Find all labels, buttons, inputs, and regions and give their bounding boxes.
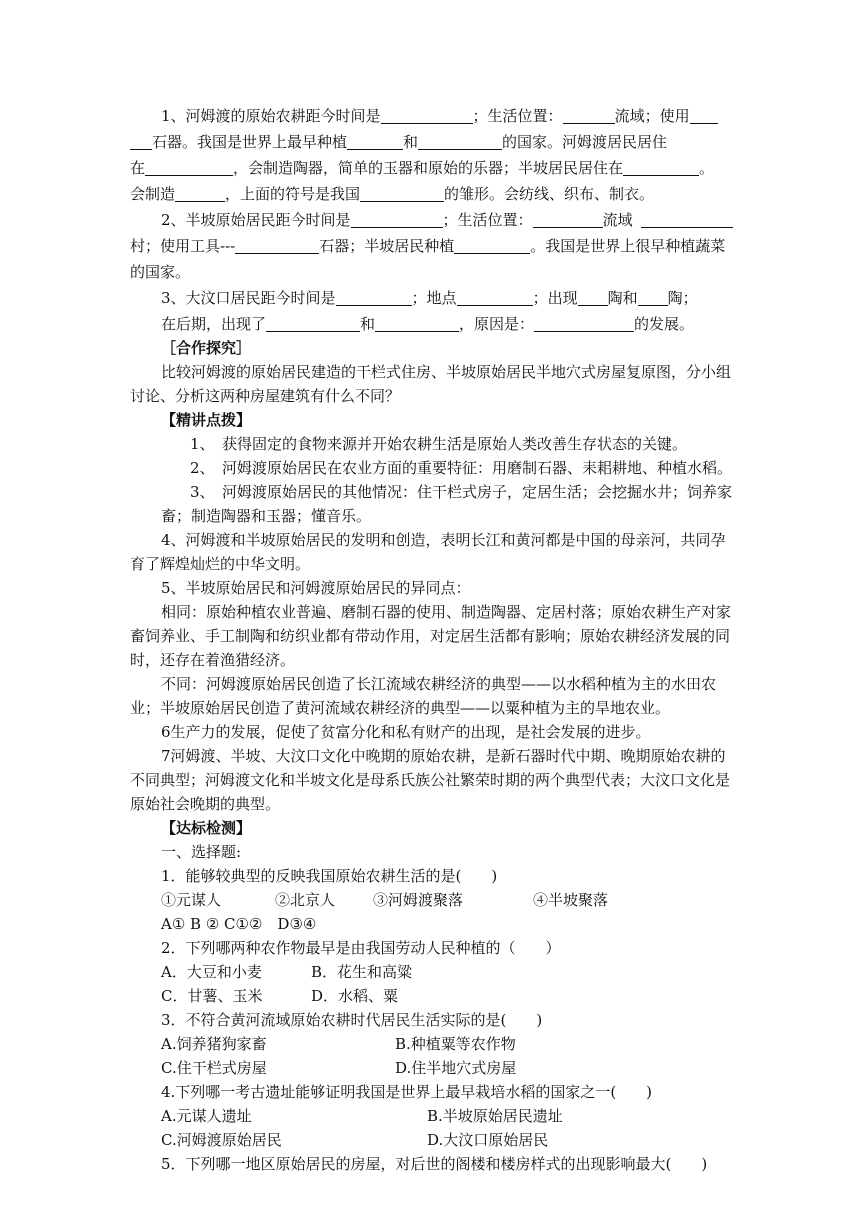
text: 石器。我国是世界上最早种植 (152, 133, 348, 151)
answer-blank[interactable] (347, 133, 403, 150)
option[interactable]: D.住半地穴式房屋 (395, 1059, 517, 1077)
answer-blank[interactable] (638, 289, 668, 306)
text: ；生活位置： (442, 211, 533, 229)
option[interactable]: B.种植粟等农作物 (395, 1035, 516, 1053)
answer-blank[interactable] (563, 107, 615, 124)
answer-blank[interactable] (641, 211, 733, 228)
question-5: 5．下列哪一地区原始居民的房屋，对后世的阁楼和楼房样式的出现影响最大( ) (161, 1155, 708, 1173)
text: 流域；使用 (614, 107, 690, 125)
question-4: 4.下列哪一考古遗址能够证明我国是世界上最早栽培水稻的国家之一( ) (161, 1083, 653, 1101)
text: 会制造 (130, 185, 176, 203)
option[interactable]: A．大豆和小麦 (161, 963, 262, 981)
text: 的雏形。会纺线、织布、制衣。 (444, 185, 655, 203)
test-heading: 【达标检测】 (161, 819, 252, 837)
text: ，原因是： (459, 315, 535, 333)
fill-line-8 (161, 286, 698, 310)
text: ；地点 (411, 289, 457, 307)
explain-item: 6生产力的发展，促使了贫富分化和私有财产的出现，是社会发展的进步。 (161, 723, 651, 741)
paragraph: 讨论、分析这两种房屋建筑有什么不同？ (130, 387, 401, 405)
text: ；生活位置： (472, 107, 563, 125)
text: ，会制造陶器，简单的玉器和原始的乐器；半坡居民居住在 (233, 159, 624, 177)
fill-line-3 (130, 156, 714, 180)
text: 和 (403, 133, 419, 151)
paragraph: 比较河姆渡的原始居民建造的干栏式住房、半坡原始居民半地穴式房屋复原图，分小组 (161, 363, 732, 381)
explain-same: 畜饲养业、手工制陶和纺织业都有带动作用，对定居生活都有影响；原始农耕经济发展的同 (130, 627, 731, 645)
answer-blank[interactable] (578, 289, 608, 306)
option[interactable]: ③河姆渡聚落 (373, 891, 464, 909)
text: ；出现 (532, 289, 578, 307)
text: 流域 (602, 211, 633, 229)
answer-choices[interactable]: A① B ② C①② D③④ (161, 915, 317, 933)
text: 村；使用工具--- (130, 237, 236, 255)
explain-heading: 【精讲点拨】 (161, 411, 252, 429)
option[interactable]: A.元谋人遗址 (161, 1107, 252, 1125)
fill-line-2 (130, 130, 667, 154)
text: 的发展。 (634, 315, 695, 333)
text: 石器；半坡居民种植 (319, 237, 455, 255)
option[interactable]: ②北京人 (275, 891, 336, 909)
fill-line-7: 的国家。 (130, 263, 191, 281)
option[interactable]: A.饲养猪狗家畜 (161, 1035, 267, 1053)
question-3: 3．不符合黄河流域原始农耕时代居民生活实际的是( ) (161, 1011, 543, 1029)
answer-blank[interactable] (533, 211, 603, 228)
answer-blank[interactable] (360, 185, 444, 202)
explain-item: 5、半坡原始居民和河姆渡原始居民的异同点： (161, 579, 471, 597)
fill-line-9 (161, 312, 694, 336)
answer-blank[interactable] (375, 315, 459, 332)
explain-item-cont: 畜；制造陶器和玉器；懂音乐。 (161, 507, 372, 525)
explain-item-cont: 原始社会晚期的典型。 (130, 795, 281, 813)
text: 陶和 (607, 289, 638, 307)
test-subheading: 一、选择题: (161, 843, 242, 861)
text: 。 (699, 159, 715, 177)
option[interactable]: D．水稻、粟 (311, 987, 399, 1005)
text: 在后期，出现了 (161, 315, 267, 333)
answer-blank[interactable] (690, 107, 718, 124)
option[interactable]: C.住干栏式房屋 (161, 1059, 267, 1077)
answer-blank[interactable] (266, 315, 360, 332)
text: ，上面的符号是我国 (225, 185, 361, 203)
fill-line-5 (161, 208, 733, 232)
answer-blank[interactable] (235, 237, 319, 254)
option[interactable]: B．花生和高粱 (311, 963, 413, 981)
option[interactable]: ④半坡聚落 (533, 891, 609, 909)
explain-same: 相同：原始种植农业普遍、磨制石器的使用、制造陶器、定居村落；原始农耕生产对家 (161, 603, 732, 621)
fill-line-4 (130, 182, 654, 206)
answer-blank[interactable] (130, 133, 152, 150)
option[interactable]: D.大汶口原始居民 (427, 1131, 549, 1149)
option[interactable]: ①元谋人 (161, 891, 222, 909)
question-2: 2．下列哪两种农作物最早是由我国劳动人民种植的（ ） (161, 939, 561, 957)
answer-blank[interactable] (381, 107, 473, 124)
explain-item: 4、河姆渡和半坡原始居民的发明和创造，表明长江和黄河都是中国的母亲河，共同孕 (161, 531, 726, 549)
option[interactable]: B.半坡原始居民遗址 (427, 1107, 563, 1125)
text: 3、大汶口居民距今时间是 (161, 289, 336, 307)
text: 和 (360, 315, 376, 333)
answer-blank[interactable] (457, 289, 533, 306)
text: 1、河姆渡的原始农耕距今时间是 (161, 107, 381, 125)
text: 2、半坡原始居民距今时间是 (161, 211, 351, 229)
option[interactable]: C.河姆渡原始居民 (161, 1131, 282, 1149)
fill-line-6 (130, 234, 725, 258)
explain-item-cont: 育了辉煌灿烂的中华文明。 (130, 555, 311, 573)
explain-same: 时，还存在着渔猎经济。 (130, 651, 296, 669)
question-1: 1．能够较典型的反映我国原始农耕生活的是( ) (161, 867, 498, 885)
explain-item: 1、 获得固定的食物来源并开始农耕生活是原始人类改善生存状态的关键。 (190, 435, 688, 453)
answer-blank[interactable] (454, 237, 530, 254)
answer-blank[interactable] (336, 289, 412, 306)
explain-item: 3、 河姆渡原始居民的其他情况：住干栏式房子，定居生活；会挖掘水井；饲养家 (190, 483, 733, 501)
text: 的国家。河姆渡居民居住 (502, 133, 668, 151)
fill-line-1 (161, 104, 718, 128)
explain-item: 7河姆渡、半坡、大汶口文化中晚期的原始农耕，是新石器时代中期、晚期原始农耕的 (161, 747, 726, 765)
explain-item-cont: 不同典型；河姆渡文化和半坡文化是母系氏族公社繁荣时期的两个典型代表；大汶口文化是 (130, 771, 731, 789)
answer-blank[interactable] (351, 211, 443, 228)
explain-item: 2、 河姆渡原始居民在农业方面的重要特征：用磨制石器、耒耜耕地、种植水稻。 (190, 459, 733, 477)
text: 在 (130, 159, 146, 177)
explain-diff: 不同：河姆渡原始居民创造了长江流域农耕经济的典型——以水稻种植为主的水田农 (161, 675, 717, 693)
cooperate-heading: ［合作探究］ (161, 339, 252, 357)
answer-blank[interactable] (175, 185, 225, 202)
answer-blank[interactable] (623, 159, 699, 176)
answer-blank[interactable] (534, 315, 634, 332)
option[interactable]: C．甘薯、玉米 (161, 987, 263, 1005)
text: 。我国是世界上很早种植蔬菜 (530, 237, 726, 255)
explain-diff: 业；半坡原始居民创造了黄河流域农耕经济的典型——以粟种植为主的旱地农业。 (130, 699, 671, 717)
answer-blank[interactable] (418, 133, 502, 150)
text: 陶； (667, 289, 698, 307)
answer-blank[interactable] (145, 159, 233, 176)
